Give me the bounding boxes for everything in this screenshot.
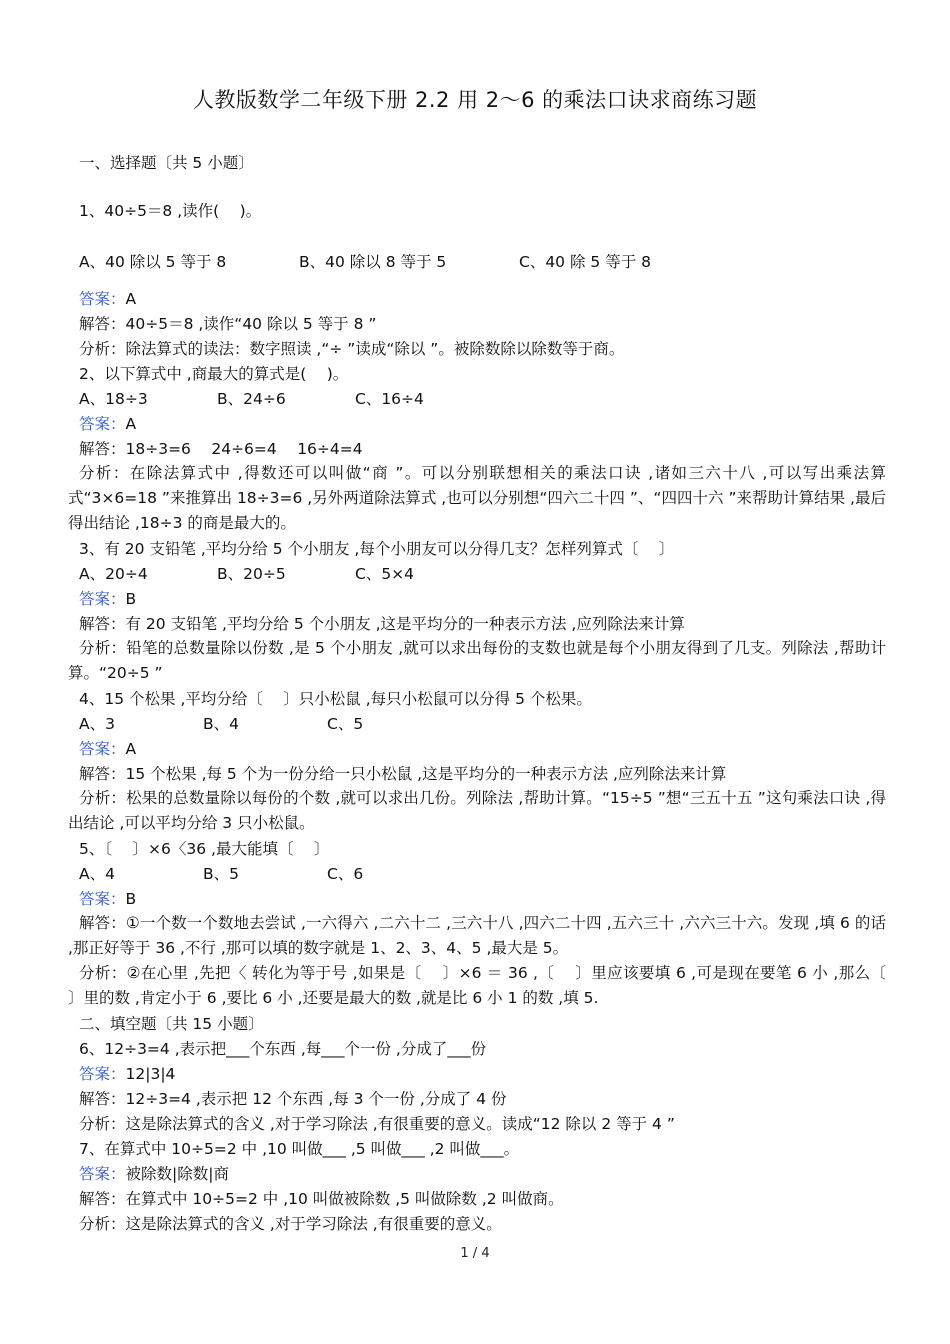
option-b: B、4 — [203, 715, 239, 733]
answer-6 — [79, 1063, 884, 1085]
answer-label: 答案： — [79, 1065, 126, 1083]
answer-value: A — [125, 740, 137, 758]
document-title: 人教版数学二年级下册 2.2 用 2～6 的乘法口诀求商练习题 — [192, 88, 758, 112]
answer-label: 答案： — [79, 890, 126, 908]
question-3-options — [79, 563, 884, 585]
option-c: C、40 除 5 等于 8 — [519, 253, 651, 271]
page-number: 1 / 4 — [460, 1246, 490, 1261]
answer-label: 答案： — [79, 415, 126, 433]
answer-value: 12|3|4 — [125, 1065, 176, 1083]
solution-5: 解答：①一个数一个数地去尝试 ,一六得六 ,二六十二 ,三六十八 ,四六二十四 ,五六三十 ,六六三十六。发现 ,填 6 的话 ,那正好等于 36 ,不行 ,那可以填的数字就是 1、2、3、4、5 ,最大是 5。 — [68, 914, 886, 957]
option-c: C、6 — [327, 865, 364, 883]
answer-3 — [79, 588, 884, 610]
answer-value: B — [125, 590, 137, 608]
option-b: B、5 — [203, 865, 239, 883]
answer-5 — [79, 888, 884, 910]
analysis-4: 分析：松果的总数量除以每份的个数 ,就可以求出几份。列除法 ,帮助计算。“15÷5 ”想“三五十五 ”这句乘法口诀 ,得出结论 ,可以平均分给 3 只小松鼠。 — [68, 789, 886, 832]
answer-1 — [79, 288, 884, 310]
solution-3: 解答：有 20 支铅笔 ,平均分给 5 个小朋友 ,这是平均分的一种表示方法 ,应列除法来计算 — [79, 615, 685, 633]
answer-4 — [79, 738, 884, 760]
solution-7: 解答：在算式中 10÷5=2 中 ,10 叫做被除数 ,5 叫做除数 ,2 叫做商。 — [79, 1190, 564, 1208]
answer-7 — [79, 1163, 884, 1185]
answer-value: 被除数|除数|商 — [125, 1165, 229, 1183]
option-a: A、3 — [79, 715, 115, 733]
question-3: 3、有 20 支铅笔 ,平均分给 5 个小朋友 ,每个小朋友可以分得几支？怎样列算式〔 〕 — [79, 540, 675, 558]
question-1: 1、40÷5＝8 ,读作( )。 — [79, 202, 262, 220]
option-b: B、40 除以 8 等于 5 — [299, 253, 447, 271]
question-4-options — [79, 713, 884, 735]
option-b: B、20÷5 — [217, 565, 286, 583]
answer-value: A — [125, 290, 137, 308]
option-a: A、20÷4 — [79, 565, 148, 583]
answer-2 — [79, 413, 884, 435]
answer-label: 答案： — [79, 1165, 126, 1183]
question-4: 4、15 个松果 ,平均分给〔 〕只小松鼠 ,每只小松鼠可以分得 5 个松果。 — [79, 690, 592, 708]
solution-2: 解答：18÷3=6 24÷6=4 16÷4=4 — [79, 440, 363, 458]
section-heading-choice: 一、选择题〔共 5 小题〕 — [79, 154, 254, 172]
solution-4: 解答：15 个松果 ,每 5 个为一份分给一只小松鼠 ,这是平均分的一种表示方法 ,应列除法来计算 — [79, 765, 727, 783]
question-7: 7、在算式中 10÷5=2 中 ,10 叫做___ ,5 叫做___ ,2 叫做___。 — [79, 1140, 520, 1158]
option-b: B、24÷6 — [217, 390, 286, 408]
analysis-3: 分析：铅笔的总数量除以份数 ,是 5 个小朋友 ,就可以求出每份的支数也就是每个小朋友得到了几支。列除法 ,帮助计算。“20÷5 ” — [68, 639, 886, 682]
analysis-1: 分析：除法算式的读法：数字照读 ,“÷ ”读成“除以 ”。被除数除以除数等于商。 — [79, 340, 625, 358]
solution-1: 解答：40÷5＝8 ,读作“40 除以 5 等于 8 ” — [79, 315, 377, 333]
question-2-options — [79, 388, 884, 410]
option-c: C、16÷4 — [355, 390, 424, 408]
analysis-7: 分析：这是除法算式的含义 ,对于学习除法 ,有很重要的意义。 — [79, 1215, 502, 1233]
answer-label: 答案： — [79, 740, 126, 758]
analysis-2: 分析：在除法算式中 ,得数还可以叫做“商 ”。可以分别联想相关的乘法口诀 ,诸如三六十八 ,可以写出乘法算式“3×6=18 ”来推算出 18÷3=6 ,另外两道除法算式 ,也可以分别想“四六二十四 ”、“四四十六 ”来帮助计算结果 ,最后得出结论 ,18÷3 的商是最大的。 — [68, 464, 886, 532]
answer-label: 答案： — [79, 290, 126, 308]
question-1-options — [79, 251, 884, 273]
analysis-5: 分析：②在心里 ,先把〈 转化为等于号 ,如果是〔 〕×6 ＝ 36 ,〔 〕里应该要填 6 ,可是现在要笔 6 小 ,那么〔 〕里的数 ,肯定小于 6 ,要比 6 小 ,还要是最大的数 ,就是比 6 小 1 的数 ,填 5. — [68, 964, 907, 1007]
question-5: 5、〔 〕×6〈36 ,最大能填〔 〕 — [79, 840, 330, 858]
analysis-6: 分析：这是除法算式的含义 ,对于学习除法 ,有很重要的意义。读成“12 除以 2 等于 4 ” — [79, 1115, 675, 1133]
option-c: C、5×4 — [355, 565, 415, 583]
question-2: 2、以下算式中 ,商最大的算式是( )。 — [79, 365, 349, 383]
section-heading-fill: 二、填空题〔共 15 小题〕 — [79, 1015, 264, 1033]
question-5-options — [79, 863, 884, 885]
question-6: 6、12÷3=4 ,表示把___个东西 ,每___个一份 ,分成了___份 — [79, 1040, 487, 1058]
option-a: A、4 — [79, 865, 115, 883]
answer-value: A — [125, 415, 137, 433]
solution-6: 解答：12÷3=4 ,表示把 12 个东西 ,每 3 个一份 ,分成了 4 份 — [79, 1090, 507, 1108]
answer-value: B — [125, 890, 137, 908]
option-a: A、40 除以 5 等于 8 — [79, 253, 227, 271]
option-c: C、5 — [327, 715, 364, 733]
answer-label: 答案： — [79, 590, 126, 608]
option-a: A、18÷3 — [79, 390, 148, 408]
